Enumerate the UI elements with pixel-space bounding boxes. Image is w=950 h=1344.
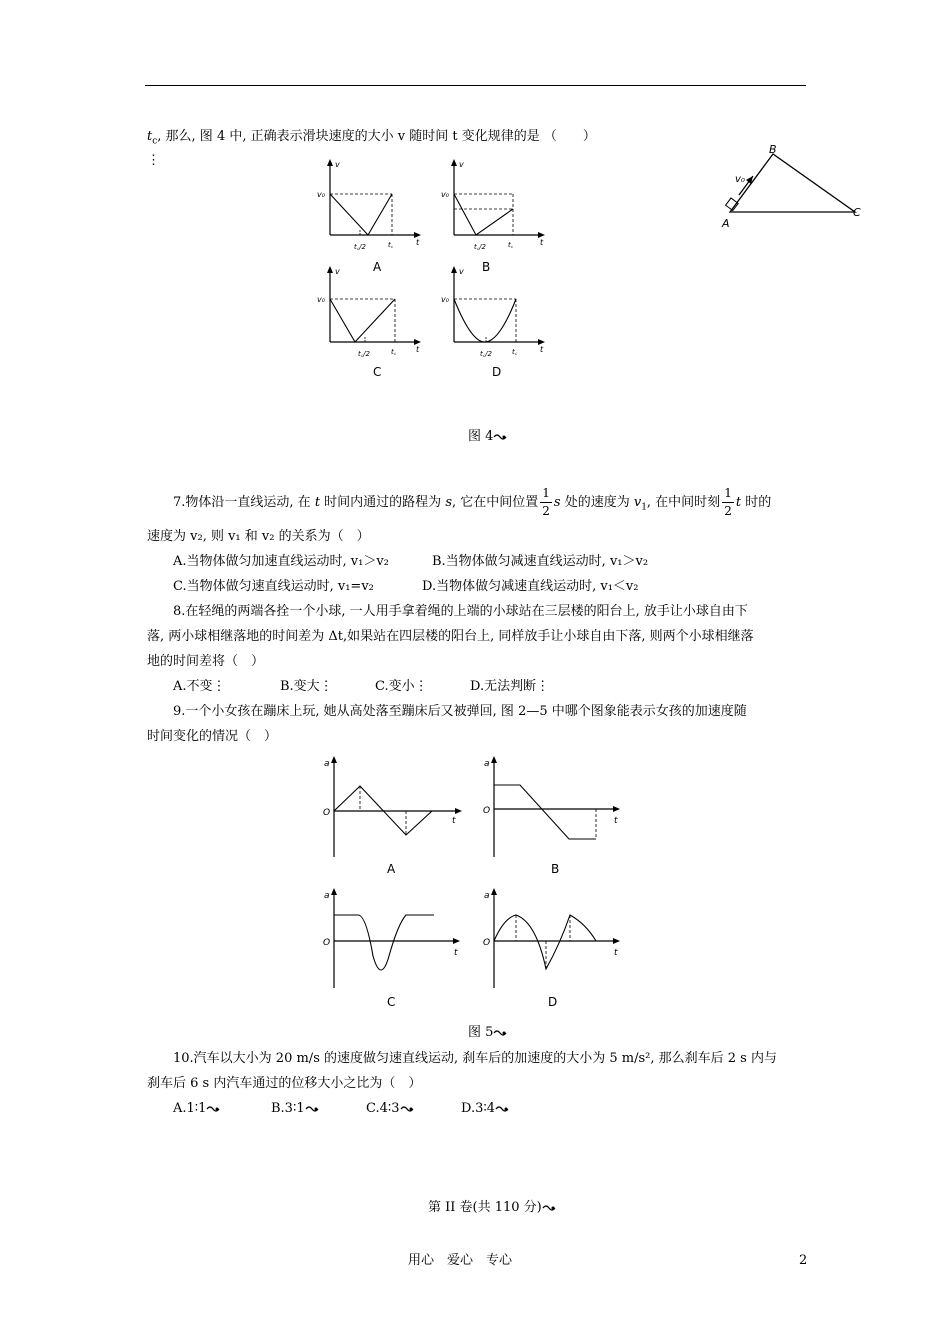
svg-text:t: t [614,816,618,826]
svg-text:O: O [323,938,331,948]
q8-option-b: B.变大⋮ [280,679,333,694]
svg-text:v: v [335,267,340,276]
svg-text:a: a [484,891,490,901]
svg-text:t꜀/2: t꜀/2 [354,243,366,251]
svg-text:t꜀: t꜀ [388,241,394,249]
svg-text:t꜀/2: t꜀/2 [358,350,370,358]
q8-line1: 8.在轻绳的两端各拴一个小球, 一人用手拿着绳的上端的小球站在三层楼的阳台上, 放手让小球自由下 [173,604,748,619]
fig4-label-a: A [373,260,382,274]
fig5-graph-a [323,756,462,876]
return-mark-icon [542,1204,556,1212]
svg-text:v: v [459,160,464,169]
q9-line2: 时间变化的情况（ ） [147,729,278,744]
svg-text:t꜀/2: t꜀/2 [480,350,492,358]
figure-4-graphs [310,157,550,382]
svg-text:v₀: v₀ [441,190,449,199]
svg-text:t꜀: t꜀ [508,241,514,249]
fig4-graph-a [317,159,421,274]
fig5-label-d: D [548,995,558,1009]
q8-line2: 落, 两小球相继落地的时间差为 Δt,如果站在四层楼的阳台上, 同样放手让小球自由下落, 则两个小球相继落 [147,629,754,644]
fig4-graph-d [441,266,545,379]
q7-line1: 7.物体沿一直线运动, 在 t 时间内通过的路程为 s, 它在中间位置 $\frac{1}{2}$ s 处的速度为 $v_1$, 在中间时刻 $\frac{1}{2}$ t 时的 [173,486,772,518]
svg-text:t꜀/2: t꜀/2 [474,243,486,251]
svg-text:t: t [454,948,458,958]
figure-5-graphs [318,752,638,1014]
fig5-graph-c [323,888,460,1009]
label-v0: v₀ [735,174,745,185]
svg-text:v₀: v₀ [317,295,325,304]
fig4-label-b: B [482,260,491,274]
return-mark-icon [206,1105,220,1113]
label-A: A [722,217,730,230]
fig4-label-d: D [492,365,502,379]
q10-line1: 10.汽车以大小为 20 m/s 的速度做匀速直线运动, 刹车后的加速度的大小为 5 m/s², 那么刹车后 2 s 内与 [173,1051,777,1066]
fig4-graph-c [317,266,421,379]
q6-ellipsis: ⋮ [147,153,160,168]
section-title: 第 II 卷(共 110 分) [428,1199,556,1217]
q8-line3: 地的时间差将（ ） [147,654,265,669]
q10-option-a: A.1∶1 [173,1100,220,1118]
fig4-label-c: C [373,365,382,379]
svg-text:t꜀: t꜀ [391,348,397,356]
q10-option-b: B.3∶1 [271,1100,319,1118]
svg-text:O: O [483,938,491,948]
svg-text:t: t [614,948,618,958]
return-mark-icon [495,1105,509,1113]
return-mark-icon [400,1105,414,1113]
fig5-label-b: B [551,862,560,876]
fig5-graph-b [483,756,620,876]
q10-line2: 刹车后 6 s 内汽车通过的位移大小之比为（ ） [147,1076,422,1091]
svg-text:v₀: v₀ [441,295,449,304]
q7-fraction-2: $\frac{1}{2}$ [724,486,732,518]
page-number: 2 [799,1253,808,1268]
svg-text:t: t [452,816,456,826]
figure-5-caption: 图 5 [468,1024,507,1042]
q7-option-c: C.当物体做匀速直线运动时, v₁=v₂ [173,579,374,594]
svg-text:t: t [416,238,420,247]
q10-option-d: D.3∶4 [461,1100,509,1118]
return-mark-icon [305,1105,319,1113]
svg-text:t: t [540,345,544,354]
q7-option-d: D.当物体做匀减速直线运动时, v₁＜v₂ [422,579,639,594]
footer-motto: 用心 爱心 专心 [408,1253,513,1268]
q7-option-b: B.当物体做匀减速直线运动时, v₁＞v₂ [432,554,649,569]
q7-line2: 速度为 v₂, 则 v₁ 和 v₂ 的关系为（ ） [147,529,370,544]
svg-text:a: a [324,759,330,769]
q10-option-c: C.4∶3 [366,1100,414,1118]
svg-text:t꜀: t꜀ [512,348,518,356]
return-mark-icon [493,433,507,441]
svg-text:a: a [484,759,490,769]
svg-text:v: v [459,267,464,276]
svg-text:t: t [416,345,420,354]
svg-text:O: O [483,806,491,816]
q9-line1: 9.一个小女孩在蹦床上玩, 她从高处落至蹦床后又被弹回, 图 2—5 中哪个图象能表示女孩的加速度随 [173,704,747,719]
return-mark-icon [493,1029,507,1037]
q8-option-a: A.不变⋮ [173,679,226,694]
q8-option-c: C.变小⋮ [375,679,428,694]
svg-text:O: O [323,808,331,818]
q7-option-a: A.当物体做匀加速直线运动时, v₁＞v₂ [173,554,389,569]
label-C: C [853,206,861,219]
incline-triangle-figure [715,140,865,235]
svg-text:v: v [335,160,340,169]
label-B: B [769,143,777,156]
svg-text:a: a [324,891,330,901]
fig5-label-c: C [387,995,396,1009]
q8-option-d: D.无法判断⋮ [470,679,550,694]
fig5-graph-d [483,888,620,1009]
svg-text:t: t [540,238,544,247]
q6-line1: $t_c$, 那么, 图 4 中, 正确表示滑块速度的大小 v 随时间 t 变化规律的是 （ ） [147,129,596,147]
q7-fraction-1: $\frac{1}{2}$ [542,486,550,518]
header-rule [145,85,806,86]
svg-text:v₀: v₀ [317,190,325,199]
fig4-graph-b [441,159,545,274]
figure-4-caption: 图 4 [468,428,507,446]
fig5-label-a: A [387,862,396,876]
